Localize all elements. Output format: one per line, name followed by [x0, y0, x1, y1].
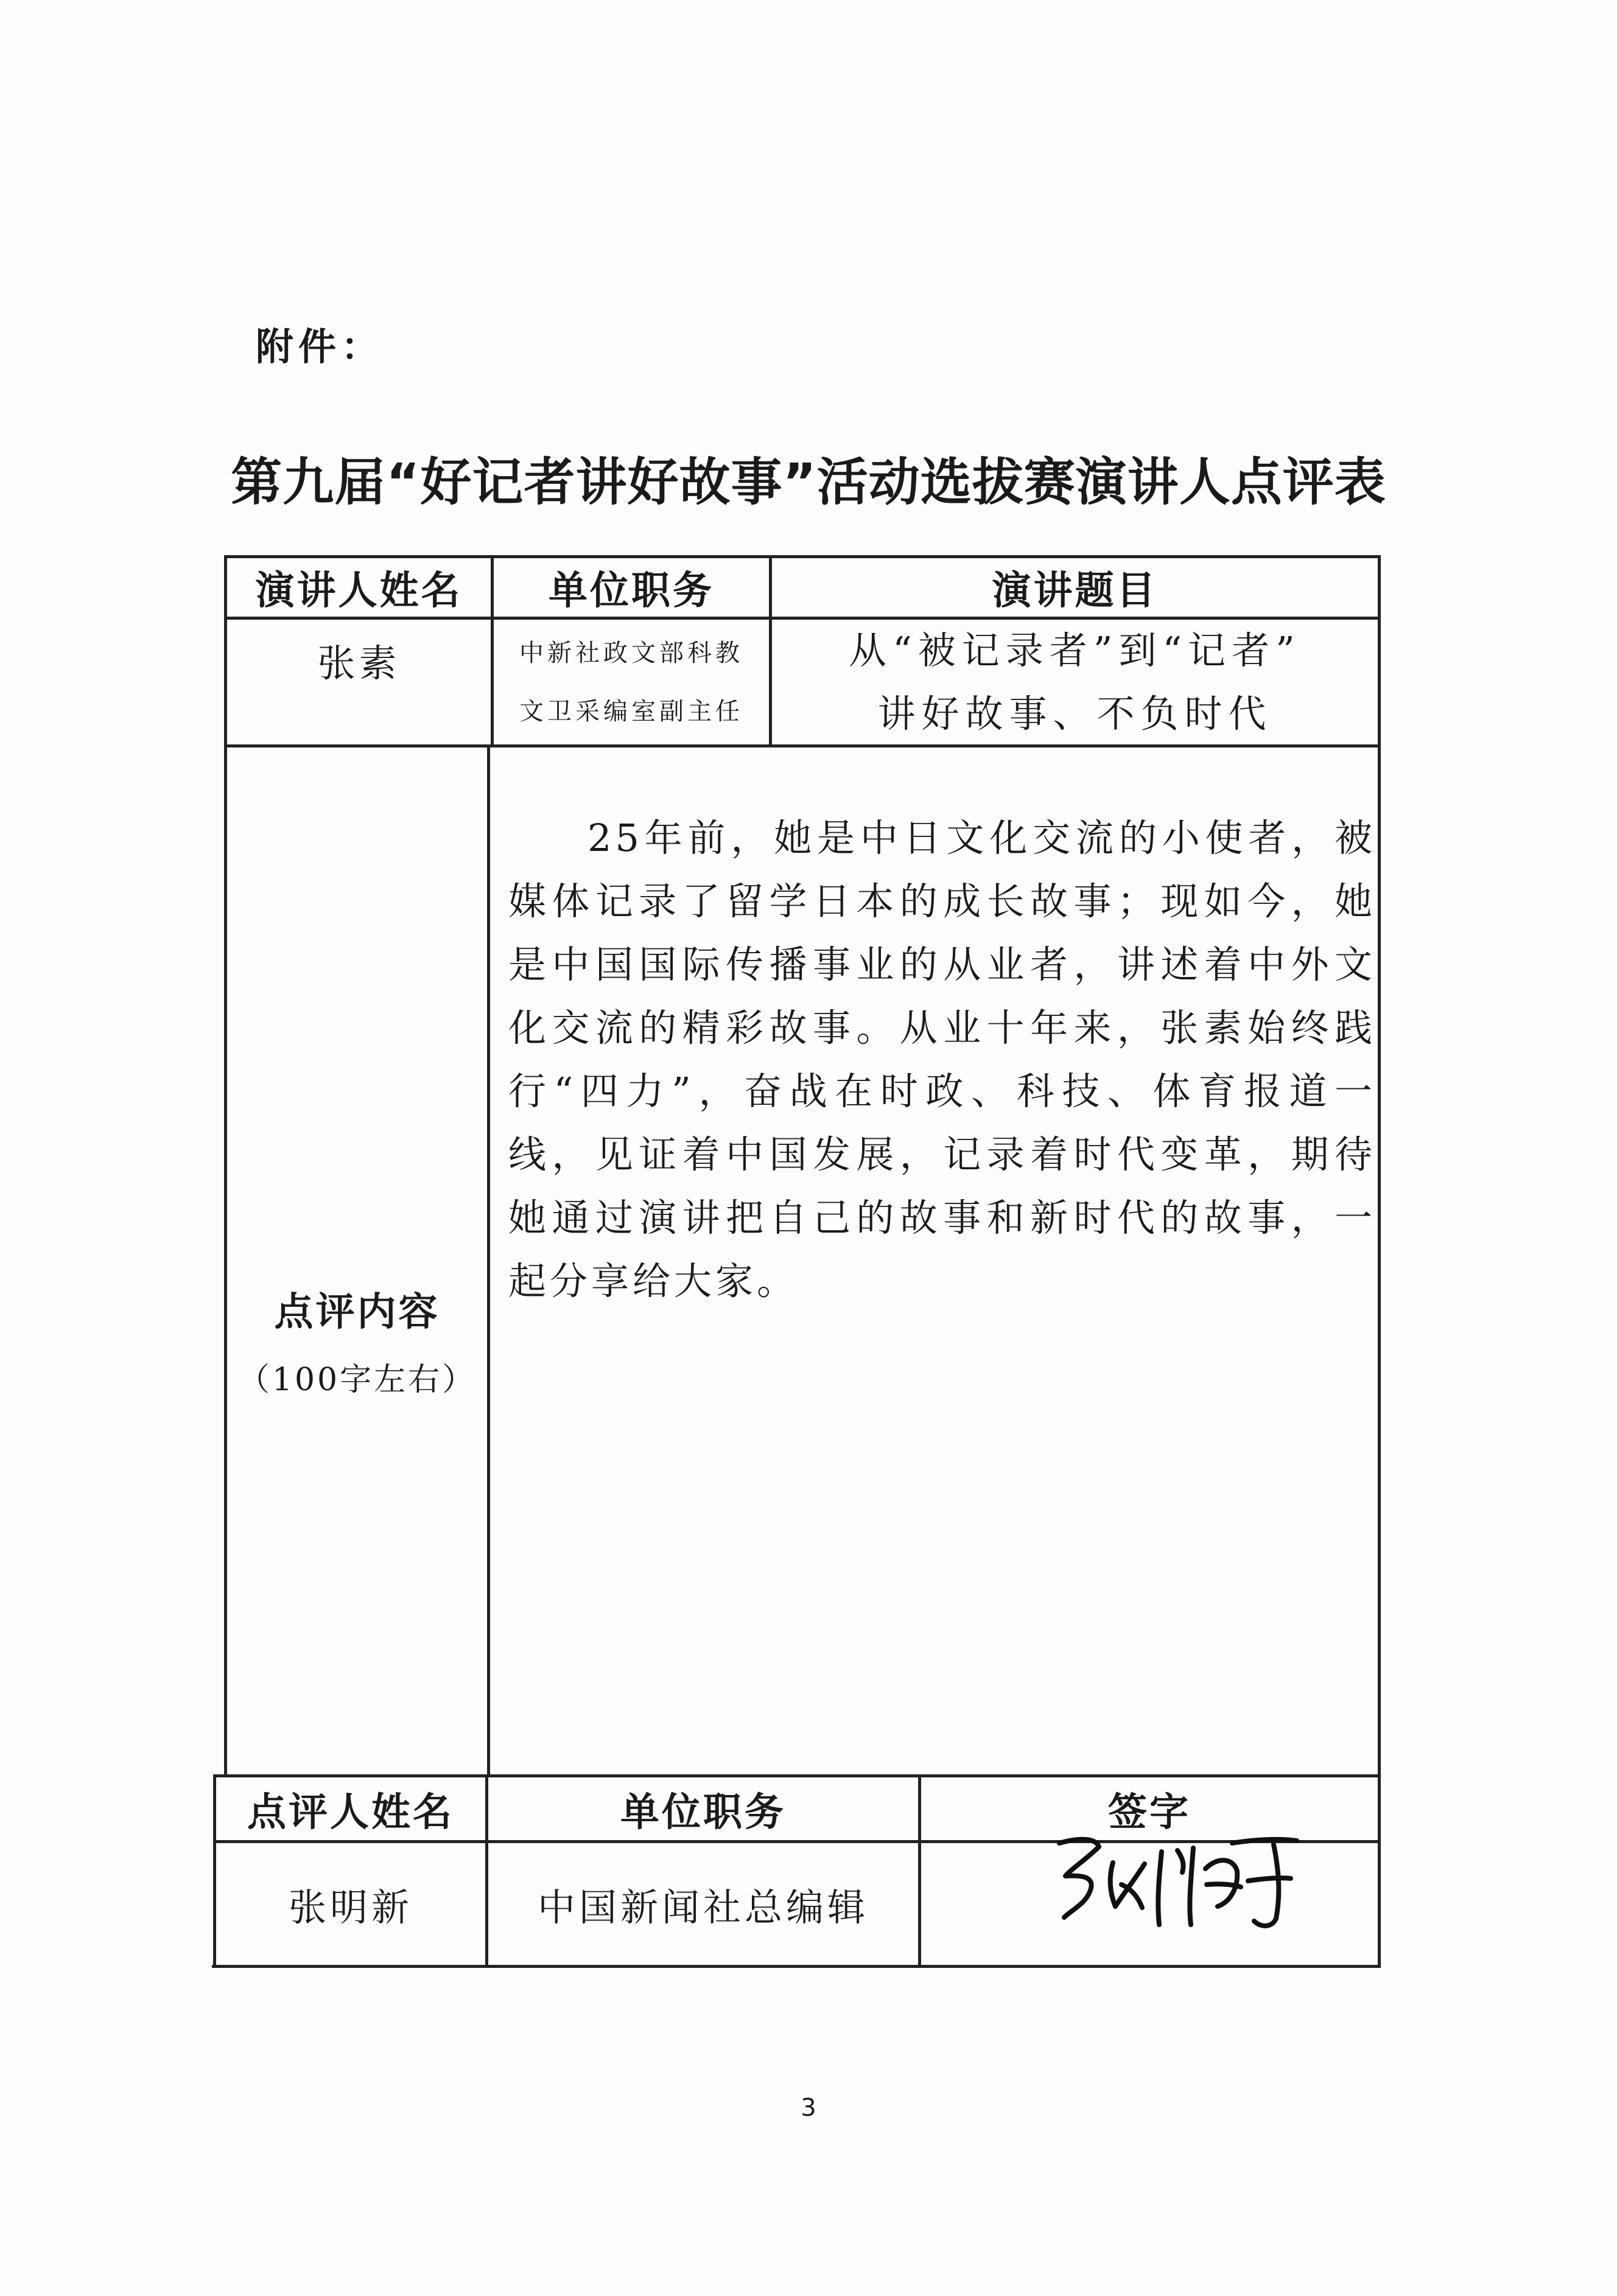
speaker-name: 张素 — [317, 641, 401, 685]
review-label: 点评内容 — [274, 1290, 440, 1335]
review-sublabel: （100字左右） — [237, 1362, 477, 1398]
attachment-label: 附件： — [256, 324, 384, 369]
review-content: 25年前，她是中日文化交流的小使者，被媒体记录了留学日本的成长故事；现如今，她是中国国际传播事业的从业者，讲述着中外文化交流的精彩故事。从业十年来，张素始终践行“四力”，奋战在时政、科技、体育报道一线，见证着中国发展，记录着时代变革，期待她通过演讲把自己的故事和新时代的故事，一起分享给大家。 — [508, 816, 1376, 1303]
page-number: 3 — [801, 2094, 816, 2122]
header-signature: 签字 — [1108, 1790, 1191, 1835]
speaker-org-line-2: 文卫采编室副主任 — [519, 697, 743, 726]
speech-topic-line-2: 讲好故事、不负时代 — [877, 691, 1272, 736]
form-title: 第九届“好记者讲好故事”活动选拔赛演讲人点评表 — [231, 452, 1386, 512]
review-label-cell — [227, 747, 487, 1774]
header-speaker-name: 演讲人姓名 — [255, 569, 463, 614]
speech-topic-line-1: 从“被记录者”到“记者” — [849, 628, 1301, 673]
header-speech-title: 演讲题目 — [992, 569, 1158, 614]
reviewer-position: 中国新闻社总编辑 — [537, 1885, 869, 1930]
reviewer-name: 张明新 — [288, 1885, 413, 1930]
header-reviewer-unit-position: 单位职务 — [620, 1790, 786, 1835]
speaker-org-line-1: 中新社政文部科教 — [519, 639, 743, 667]
speaker-organization — [494, 620, 769, 744]
speech-topic — [772, 620, 1378, 744]
header-reviewer-name: 点评人姓名 — [247, 1790, 454, 1835]
header-unit-position: 单位职务 — [549, 569, 714, 614]
handwritten-signature — [1047, 1826, 1321, 1936]
